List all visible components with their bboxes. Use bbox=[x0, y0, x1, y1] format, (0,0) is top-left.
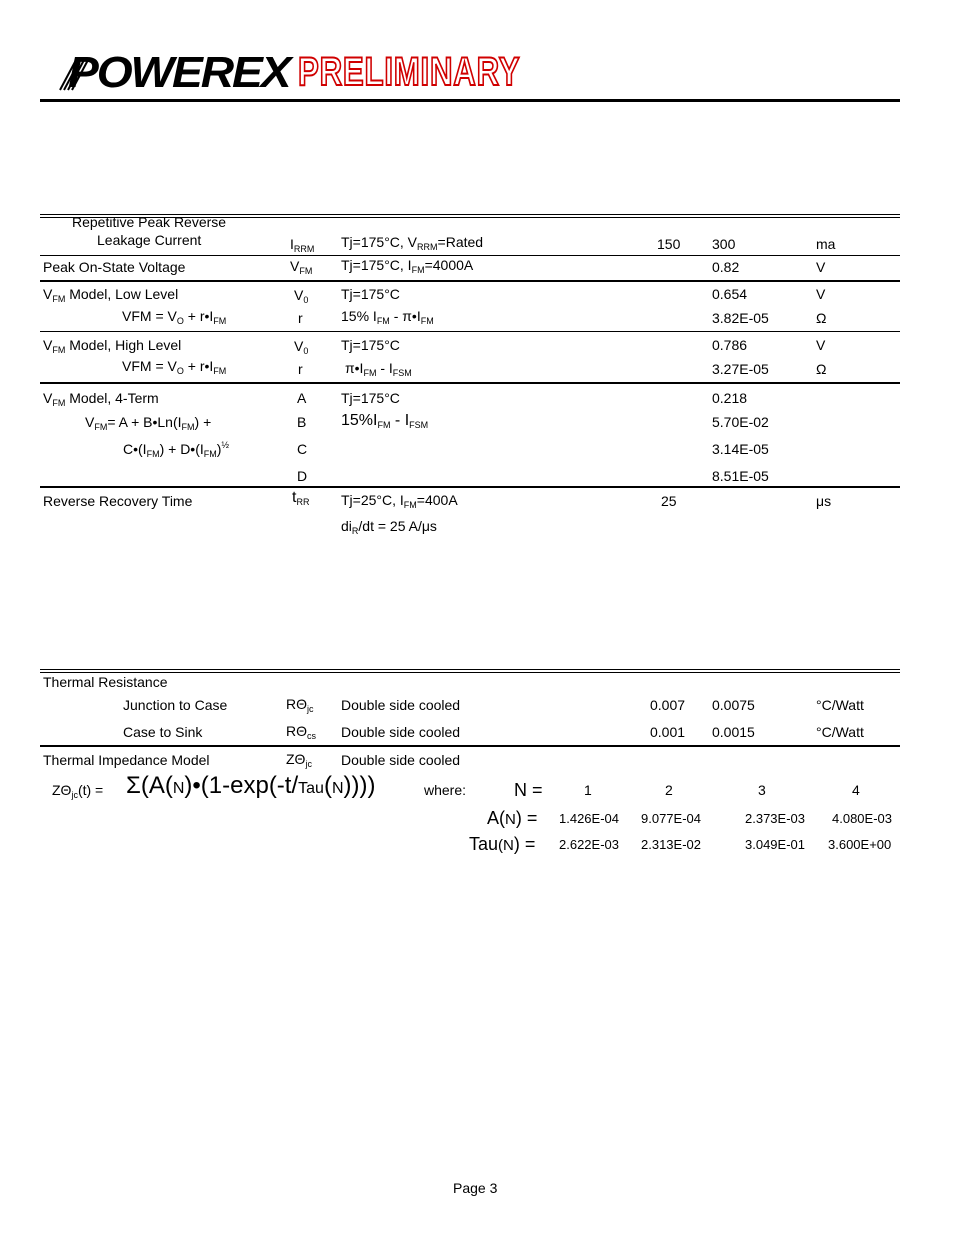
header-rule bbox=[40, 99, 900, 102]
row-divider bbox=[40, 255, 900, 256]
condition: 15% $I_{FM}$ - $\pi•I_{FM}$ bbox=[341, 308, 434, 326]
condition: Tj=175°C, $I_{FM}=4000A$ bbox=[341, 257, 474, 275]
thermal-top-rule bbox=[40, 669, 900, 670]
symbol: $V_{FM}$ bbox=[290, 258, 313, 276]
a-value: 4.080E-03 bbox=[832, 811, 892, 826]
tau-label: Tau(N) = bbox=[469, 834, 536, 854]
model-formula: VFM = $V_O$ + $r•I_{FM}$ bbox=[122, 308, 227, 326]
a-value: 1.426E-04 bbox=[559, 811, 619, 826]
symbol: C bbox=[297, 441, 308, 457]
condition: Tj=175°C bbox=[341, 337, 400, 353]
symbol: r bbox=[298, 310, 303, 326]
a-value: 9.077E-04 bbox=[641, 811, 701, 826]
unit: °C/Watt bbox=[816, 697, 864, 713]
model-formula: VFM = $V_O$ + $r•I_{FM}$ bbox=[122, 358, 227, 376]
condition: Double side cooled bbox=[341, 752, 461, 768]
value: 3.14E-05 bbox=[712, 441, 769, 457]
unit: Ω bbox=[816, 361, 827, 377]
param-label: Peak On-State Voltage bbox=[43, 259, 186, 275]
thermal-title: Thermal Resistance bbox=[43, 674, 168, 690]
a-label: A(N) = bbox=[487, 808, 538, 828]
unit: Ω bbox=[816, 310, 827, 326]
n-value: 2 bbox=[665, 782, 673, 798]
preliminary-stamp: PRELIMINARY bbox=[298, 50, 521, 94]
condition: Tj=175°C bbox=[341, 390, 400, 406]
typ-value: 0.001 bbox=[650, 724, 686, 740]
symbol: $V_0$ bbox=[294, 287, 309, 305]
max-value: 300 bbox=[712, 236, 736, 252]
symbol: $I_{RRM}$ bbox=[290, 236, 315, 254]
n-value: 4 bbox=[852, 782, 860, 798]
tau-value: 3.049E-01 bbox=[745, 837, 805, 852]
min-value: 150 bbox=[657, 236, 681, 252]
param-label: $V_{FM}$ Model, Low Level bbox=[43, 286, 179, 304]
symbol: $R\Theta_{jc}$ bbox=[286, 696, 314, 714]
condition: Tj=25°C, $I_{FM}=400A$ bbox=[341, 492, 458, 510]
param-label: Junction to Case bbox=[123, 697, 228, 713]
unit: V bbox=[816, 286, 826, 302]
model-formula: $V_{FM}= A$ + $B•Ln(I_{FM})$ + bbox=[85, 414, 212, 432]
where-label: where: bbox=[424, 782, 467, 798]
typ-value: 25 bbox=[661, 493, 677, 509]
symbol: B bbox=[297, 414, 307, 430]
page-number: Page 3 bbox=[453, 1180, 498, 1196]
value: 3.82E-05 bbox=[712, 310, 769, 326]
tau-value: 3.600E+00 bbox=[828, 837, 892, 852]
row-divider bbox=[40, 331, 900, 332]
param-label: Case to Sink bbox=[123, 724, 203, 740]
symbol: $t_{RR}$ bbox=[292, 489, 310, 507]
unit: μs bbox=[816, 493, 832, 509]
row-divider bbox=[40, 382, 900, 384]
symbol: D bbox=[297, 468, 308, 484]
symbol: A bbox=[297, 390, 307, 406]
a-value: 2.373E-03 bbox=[745, 811, 805, 826]
max-value: 0.0075 bbox=[712, 697, 755, 713]
n-label: N = bbox=[514, 780, 543, 800]
value: 3.27E-05 bbox=[712, 361, 769, 377]
unit: V bbox=[816, 259, 826, 275]
condition: $di_R/dt = 25$ A/μs bbox=[341, 518, 437, 536]
condition: Double side cooled bbox=[341, 697, 461, 713]
value: 8.51E-05 bbox=[712, 468, 769, 484]
typ-value: 0.007 bbox=[650, 697, 686, 713]
row-divider bbox=[40, 745, 900, 747]
max-value: 0.0015 bbox=[712, 724, 755, 740]
max-value: 0.82 bbox=[712, 259, 740, 275]
value: 0.786 bbox=[712, 337, 748, 353]
n-value: 1 bbox=[584, 782, 592, 798]
n-value: 3 bbox=[758, 782, 766, 798]
unit: °C/Watt bbox=[816, 724, 864, 740]
param-label: Repetitive Peak Reverse bbox=[72, 214, 227, 230]
thermal-top-rule-2 bbox=[40, 672, 900, 673]
equation-rhs: Σ(A(N)•(1-exp(-t/Tau(N)))) bbox=[126, 772, 376, 799]
value: 0.218 bbox=[712, 390, 748, 406]
row-divider bbox=[40, 280, 900, 282]
brand-name: POWEREX bbox=[68, 48, 290, 97]
param-label: Leakage Current bbox=[97, 232, 202, 248]
symbol: $V_0$ bbox=[294, 338, 309, 356]
condition: Double side cooled bbox=[341, 724, 461, 740]
param-label: $V_{FM}$ Model, 4-Term bbox=[43, 390, 159, 408]
tau-value: 2.313E-02 bbox=[641, 837, 701, 852]
row-divider bbox=[40, 486, 900, 488]
condition: $\pi•I_{FM} - I_{FSM}$ bbox=[345, 360, 412, 378]
model-formula: $C•(I_{FM})$ + $D•(I_{FM})^{\frac{1}{2}}$ bbox=[123, 440, 229, 459]
unit: ma bbox=[816, 236, 836, 252]
symbol: r bbox=[298, 361, 303, 377]
symbol: $Z\Theta_{jc}$ bbox=[286, 751, 312, 769]
value: 5.70E-02 bbox=[712, 414, 769, 430]
condition: $15\%I_{FM} - I_{FSM}$ bbox=[341, 412, 429, 430]
condition: Tj=175°C bbox=[341, 286, 400, 302]
tau-value: 2.622E-03 bbox=[559, 837, 619, 852]
symbol: $R\Theta_{cs}$ bbox=[286, 723, 316, 741]
equation-lhs: $Z\Theta_{jc}(t)$ = bbox=[52, 782, 104, 800]
condition: Tj=175°C, $V_{RRM}=Rated$ bbox=[341, 234, 484, 252]
param-label: Reverse Recovery Time bbox=[43, 493, 193, 509]
param-label: $V_{FM}$ Model, High Level bbox=[43, 337, 182, 355]
unit: V bbox=[816, 337, 826, 353]
value: 0.654 bbox=[712, 286, 748, 302]
param-label: Thermal Impedance Model bbox=[43, 752, 210, 768]
